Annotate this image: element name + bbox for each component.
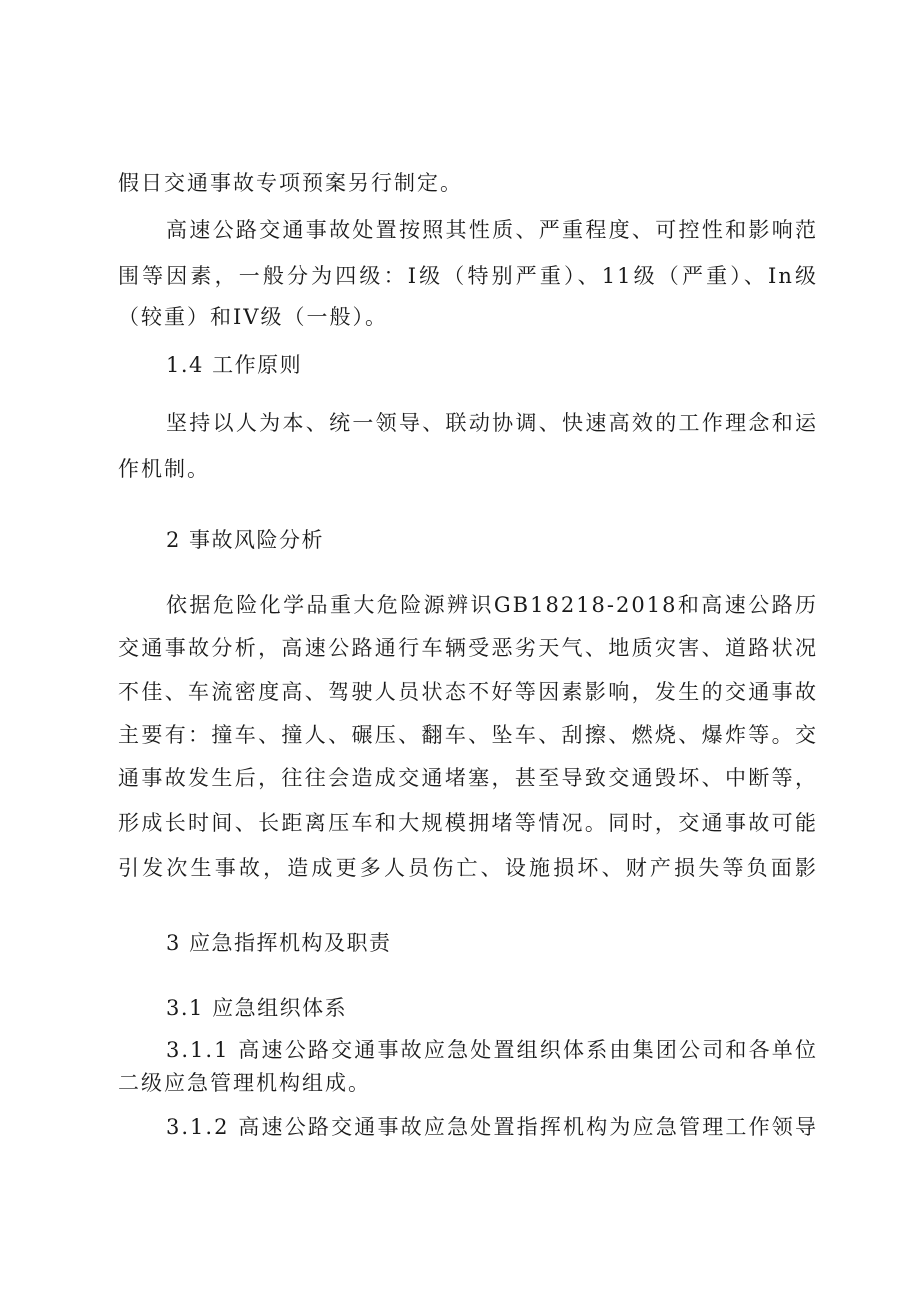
paragraph-line: 3.1.1 高速公路交通事故应急处置组织体系由集团公司和各单位	[166, 1038, 818, 1062]
paragraph-line: 通事故发生后，往往会造成交通堵塞，甚至导致交通毁坏、中断等，	[118, 766, 818, 790]
paragraph-line: 二级应急管理机构组成。	[118, 1071, 371, 1095]
paragraph-line: 高速公路交通事故处置按照其性质、严重程度、可控性和影响范	[166, 218, 818, 242]
paragraph-line: 3.1.2 高速公路交通事故应急处置指挥机构为应急管理工作领导	[166, 1115, 818, 1139]
paragraph-line: 坚持以人为本、统一领导、联动协调、快速高效的工作理念和运	[166, 411, 818, 435]
section-heading-2: 2 事故风险分析	[166, 528, 325, 552]
paragraph-line: 依据危险化学品重大危险源辨识GB18218-2018和高速公路历	[166, 593, 818, 617]
paragraph-line: 假日交通事故专项预案另行制定。	[118, 171, 463, 195]
paragraph-line: 主要有：撞车、撞人、碾压、翻车、坠车、刮擦、燃烧、爆炸等。交	[118, 723, 818, 747]
section-heading-3: 3 应急指挥机构及职责	[166, 931, 392, 955]
paragraph-line: 不佳、车流密度高、驾驶人员状态不好等因素影响，发生的交通事故	[118, 680, 818, 704]
paragraph-line: （较重）和IV级（一般）。	[118, 305, 388, 329]
paragraph-line: 作机制。	[118, 457, 210, 481]
paragraph-line: 围等因素，一般分为四级：I级（特别严重）、11级（严重）、In级	[118, 264, 818, 288]
section-heading-3-1: 3.1 应急组织体系	[166, 996, 348, 1020]
paragraph-line: 交通事故分析，高速公路通行车辆受恶劣天气、地质灾害、道路状况	[118, 636, 818, 660]
section-heading-1-4: 1.4 工作原则	[166, 353, 303, 377]
paragraph-line: 引发次生事故，造成更多人员伤亡、设施损坏、财产损失等负面影	[118, 856, 818, 880]
paragraph-line: 形成长时间、长距离压车和大规模拥堵等情况。同时，交通事故可能	[118, 811, 818, 835]
